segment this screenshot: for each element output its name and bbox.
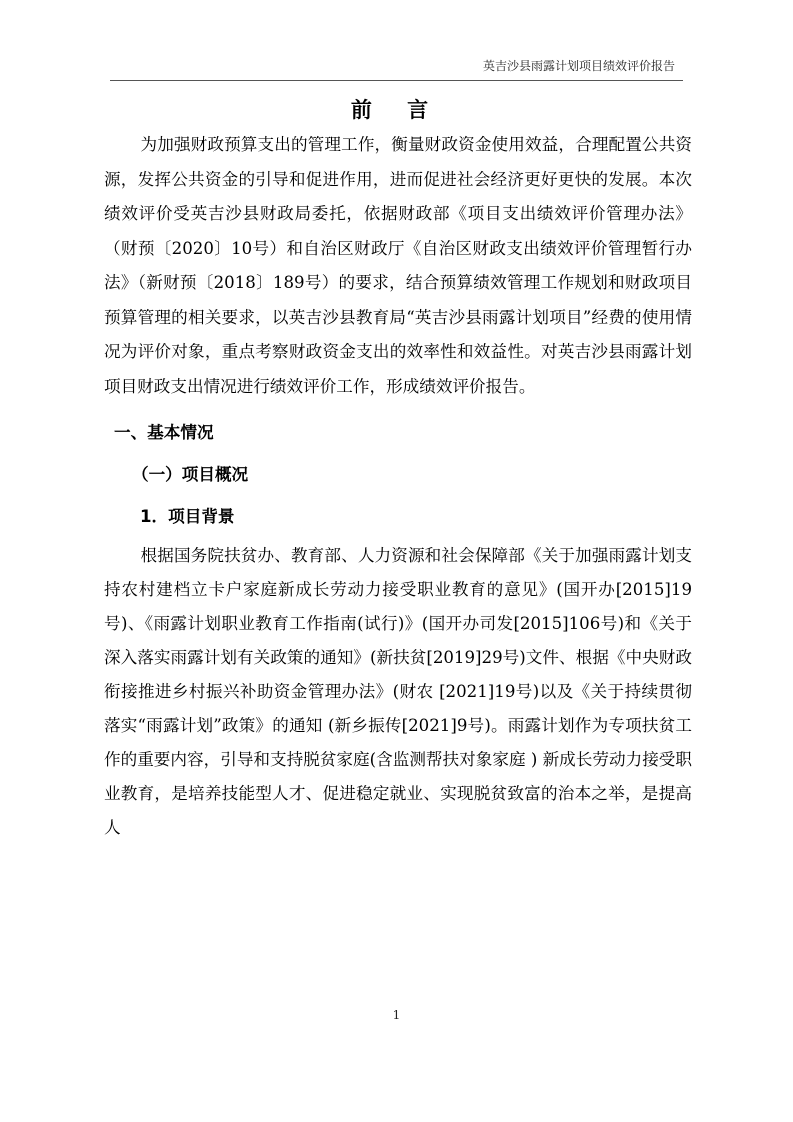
section-heading-basic-info: 一、基本情况: [114, 423, 214, 442]
subsection-heading-project-overview: （一）项目概况: [132, 465, 249, 484]
running-header: 英吉沙县雨露计划项目绩效评价报告: [482, 59, 675, 73]
page-number: 1: [392, 1008, 401, 1022]
item-heading-project-background: 1．项目背景: [140, 507, 235, 526]
preface-paragraph: 为加强财政预算支出的管理工作，衡量财政资金使用效益，合理配置公共资源，发挥公共资金的引导和促进作用，进而促进社会经济更好更快的发展。本次绩效评价受英吉沙县财政局委托，依据财政部《项目支出绩效评价管理办法》（财预〔2020〕10号）和自治区财政厅《自治区财政支出绩效评价管理暂行办法》（新财预〔2018〕189号）的要求，结合预算绩效管理工作规划和财政项目预算管理的相关要求，以英吉沙县教育局“英吉沙县雨露计划项目”经费的使用情况为评价对象，重点考察财政资金支出的效率性和效益性。对英吉沙县雨露计划项目财政支出情况进行绩效评价工作，形成绩效评价报告。: [104, 135, 692, 396]
header-rule: [110, 80, 683, 81]
background-paragraph: 根据国务院扶贫办、教育部、人力资源和社会保障部《关于加强雨露计划支持农村建档立卡户家庭新成长劳动力接受职业教育的意见》(国开办[2015]19号)、《雨露计划职业教育工作指南(试行)》(国开办司发[2015]106号)和《关于深入落实雨露计划有关政策的通知》(新扶贫[2019]29号)文件、根据《中央财政衔接推进乡村振兴补助资金管理办法》(财农 [2021]19号)以及《关于持续贯彻落实“雨露计划”政策》的通知 (新乡振传[2021]9号)。雨露计划作为专项扶贫工作的重要内容，引导和支持脱贫家庭(含监测帮扶对象家庭 ) 新成长劳动力接受职业教育，是培养技能型人才、促进稳定就业、实现脱贫致富的治本之举，是提高人: [104, 546, 692, 837]
page-title: 前 言: [350, 98, 443, 122]
document-body: [104, 128, 692, 845]
